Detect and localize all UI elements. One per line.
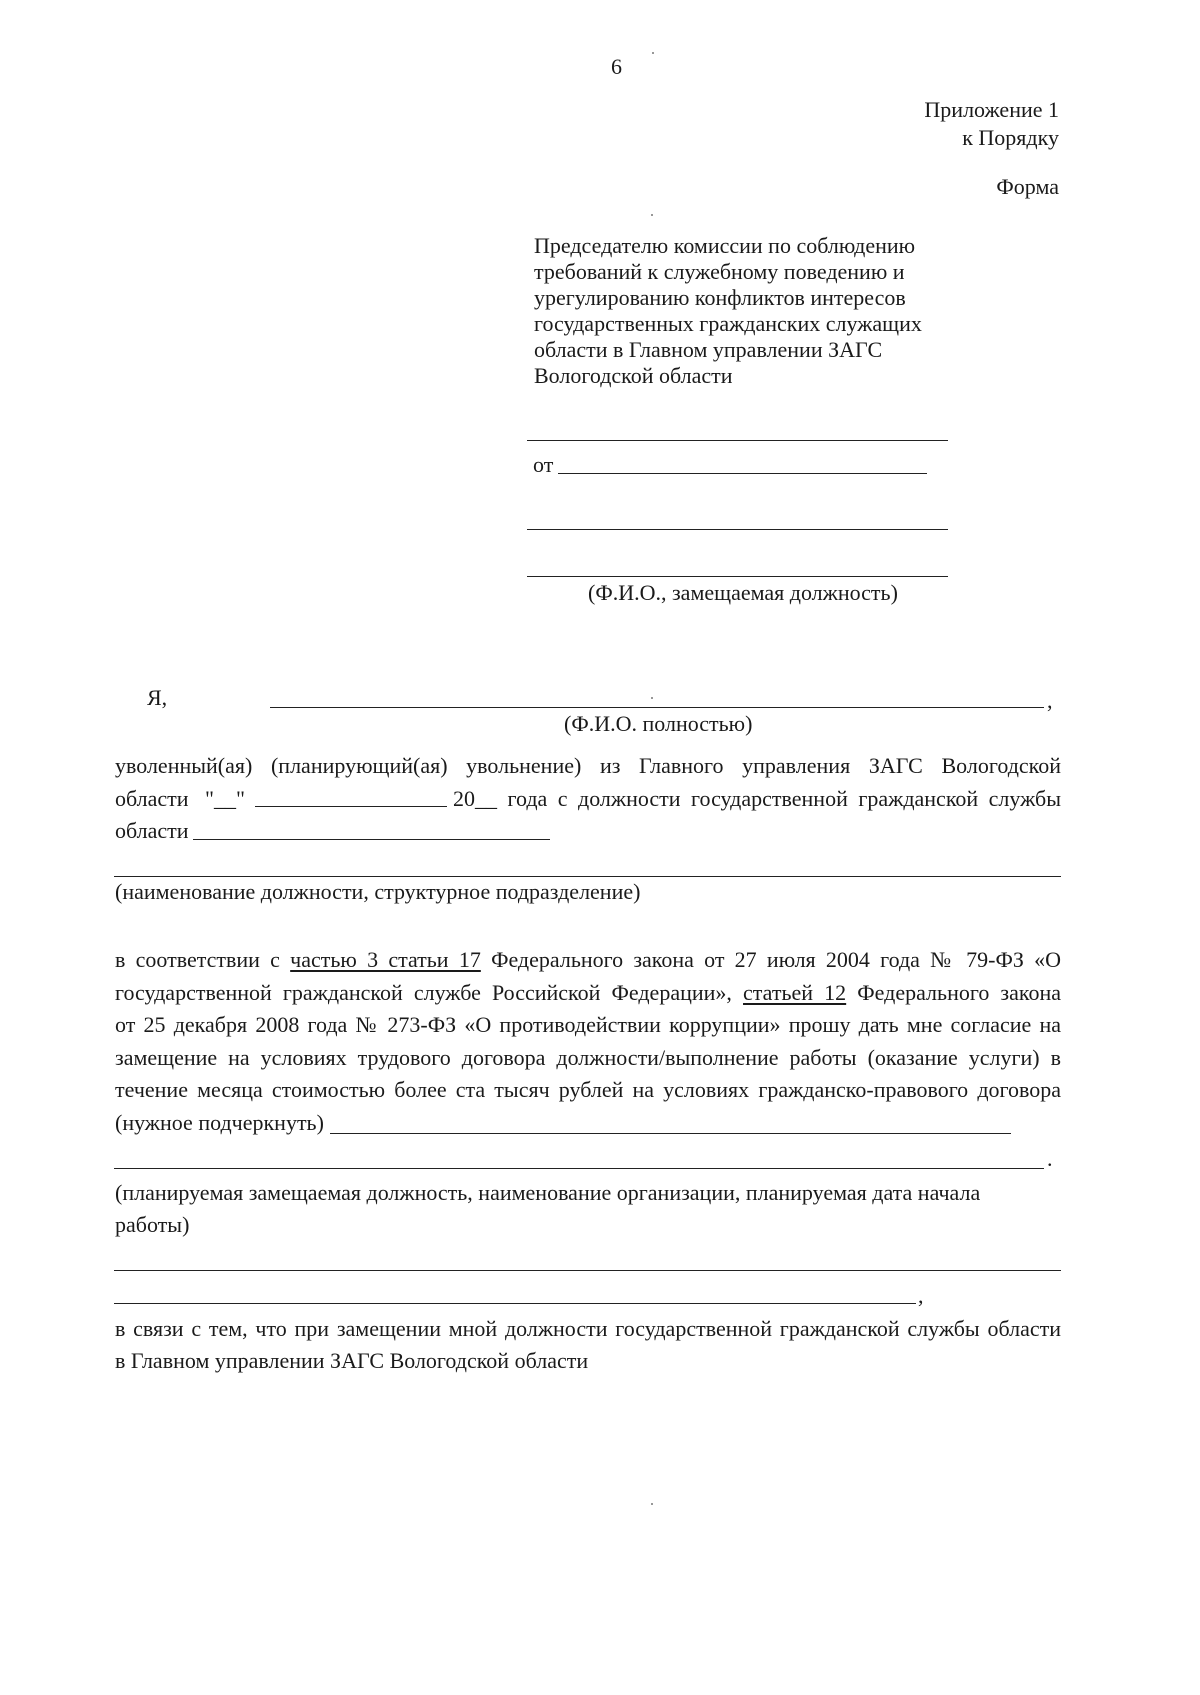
dismissal-day-blank[interactable]: "__" (205, 786, 245, 811)
underline-choice-blank[interactable] (330, 1133, 1011, 1134)
scan-speck (652, 52, 654, 54)
scan-speck (651, 1503, 653, 1505)
dismissal-position-label: области (115, 818, 189, 843)
appendix-line-1: Приложение 1 (924, 97, 1059, 122)
dismissal-year-text: 20__ года с должности государственной гражданской службы (453, 786, 1061, 811)
body-line-1 (115, 944, 1061, 977)
body-text: Федерального закона от 27 июля 2004 года № 79-ФЗ «О (480, 947, 1061, 972)
position-blank-line-full[interactable] (114, 876, 1061, 877)
addressee-line: требований к служебному поведению и (534, 259, 905, 284)
declarant-lead: Я, (147, 685, 168, 710)
planned-blank-line[interactable] (114, 1168, 1044, 1169)
addressee-line: области в Главном управлении ЗАГС (534, 337, 883, 362)
body-line-4: замещение на условиях трудового договора должности/выполнение работы (оказание услуги) в (115, 1044, 1061, 1070)
dismissal-month-blank[interactable] (255, 806, 447, 807)
addressee-line: урегулированию конфликтов интересов (534, 285, 906, 310)
body-line-2 (115, 977, 1061, 1010)
from-label: от (533, 452, 554, 477)
appendix-line-2: к Порядку (962, 125, 1059, 150)
reason-line-2: в Главном управлении ЗАГС Вологодской области (115, 1348, 589, 1373)
addressee-line: Вологодской области (534, 363, 733, 388)
scan-speck (651, 697, 653, 699)
form-label: Форма (996, 174, 1059, 199)
law-reference-link[interactable]: статьей 12 (743, 979, 847, 1005)
body-text: в соответствии с (115, 947, 291, 972)
scan-speck (651, 214, 653, 216)
position-caption: (наименование должности, структурное подразделение) (115, 879, 641, 904)
planned-comma: , (918, 1283, 924, 1308)
position-blank-line[interactable] (193, 839, 550, 840)
body-line-5: течение месяца стоимостью более ста тысяч рублей на условиях гражданско-правового договора (115, 1077, 1061, 1102)
body-text: государственной гражданской службе Российской Федерации», (115, 979, 744, 1005)
addressee-blank-line-1[interactable] (527, 440, 948, 441)
planned-extra-line-2[interactable] (114, 1303, 916, 1304)
addressee-blank-line-3[interactable] (527, 576, 948, 577)
dismissal-line-1: уволенный(ая) (планирующий(ая) увольнение) из Главного управления ЗАГС Вологодской (115, 753, 1061, 778)
addressee-line: Председателю комиссии по соблюдению (534, 233, 916, 258)
dismissal-area-label: области (115, 786, 189, 811)
addressee-line: государственных гражданских служащих (534, 311, 922, 336)
declarant-name-line[interactable] (270, 707, 1044, 708)
planned-period: . (1047, 1146, 1053, 1171)
declarant-comma: , (1047, 688, 1053, 713)
addressee-blank-line-2[interactable] (527, 529, 948, 530)
page-number: 6 (611, 54, 622, 79)
planned-caption-line-2: работы) (115, 1212, 190, 1237)
from-blank-line[interactable] (558, 473, 927, 474)
body-line-6: (нужное подчеркнуть) (115, 1109, 324, 1135)
body-line-3: от 25 декабря 2008 года № 273-ФЗ «О противодействии коррупции» прошу дать мне согласие на (115, 1012, 1061, 1037)
planned-extra-line-1[interactable] (114, 1270, 1061, 1271)
reason-line-1: в связи с тем, что при замещении мной должности государственной гражданской службы области (115, 1316, 1061, 1341)
law-reference-link[interactable]: частью 3 статьи 17 (290, 947, 481, 972)
addressee-caption: (Ф.И.О., замещаемая должность) (588, 580, 898, 605)
planned-caption-line-1: (планируемая замещаемая должность, наименование организации, планируемая дата начала (115, 1180, 981, 1205)
body-text: Федерального закона (846, 979, 1061, 1005)
body-paragraph (115, 944, 1061, 1139)
declarant-caption: (Ф.И.О. полностью) (564, 711, 753, 736)
